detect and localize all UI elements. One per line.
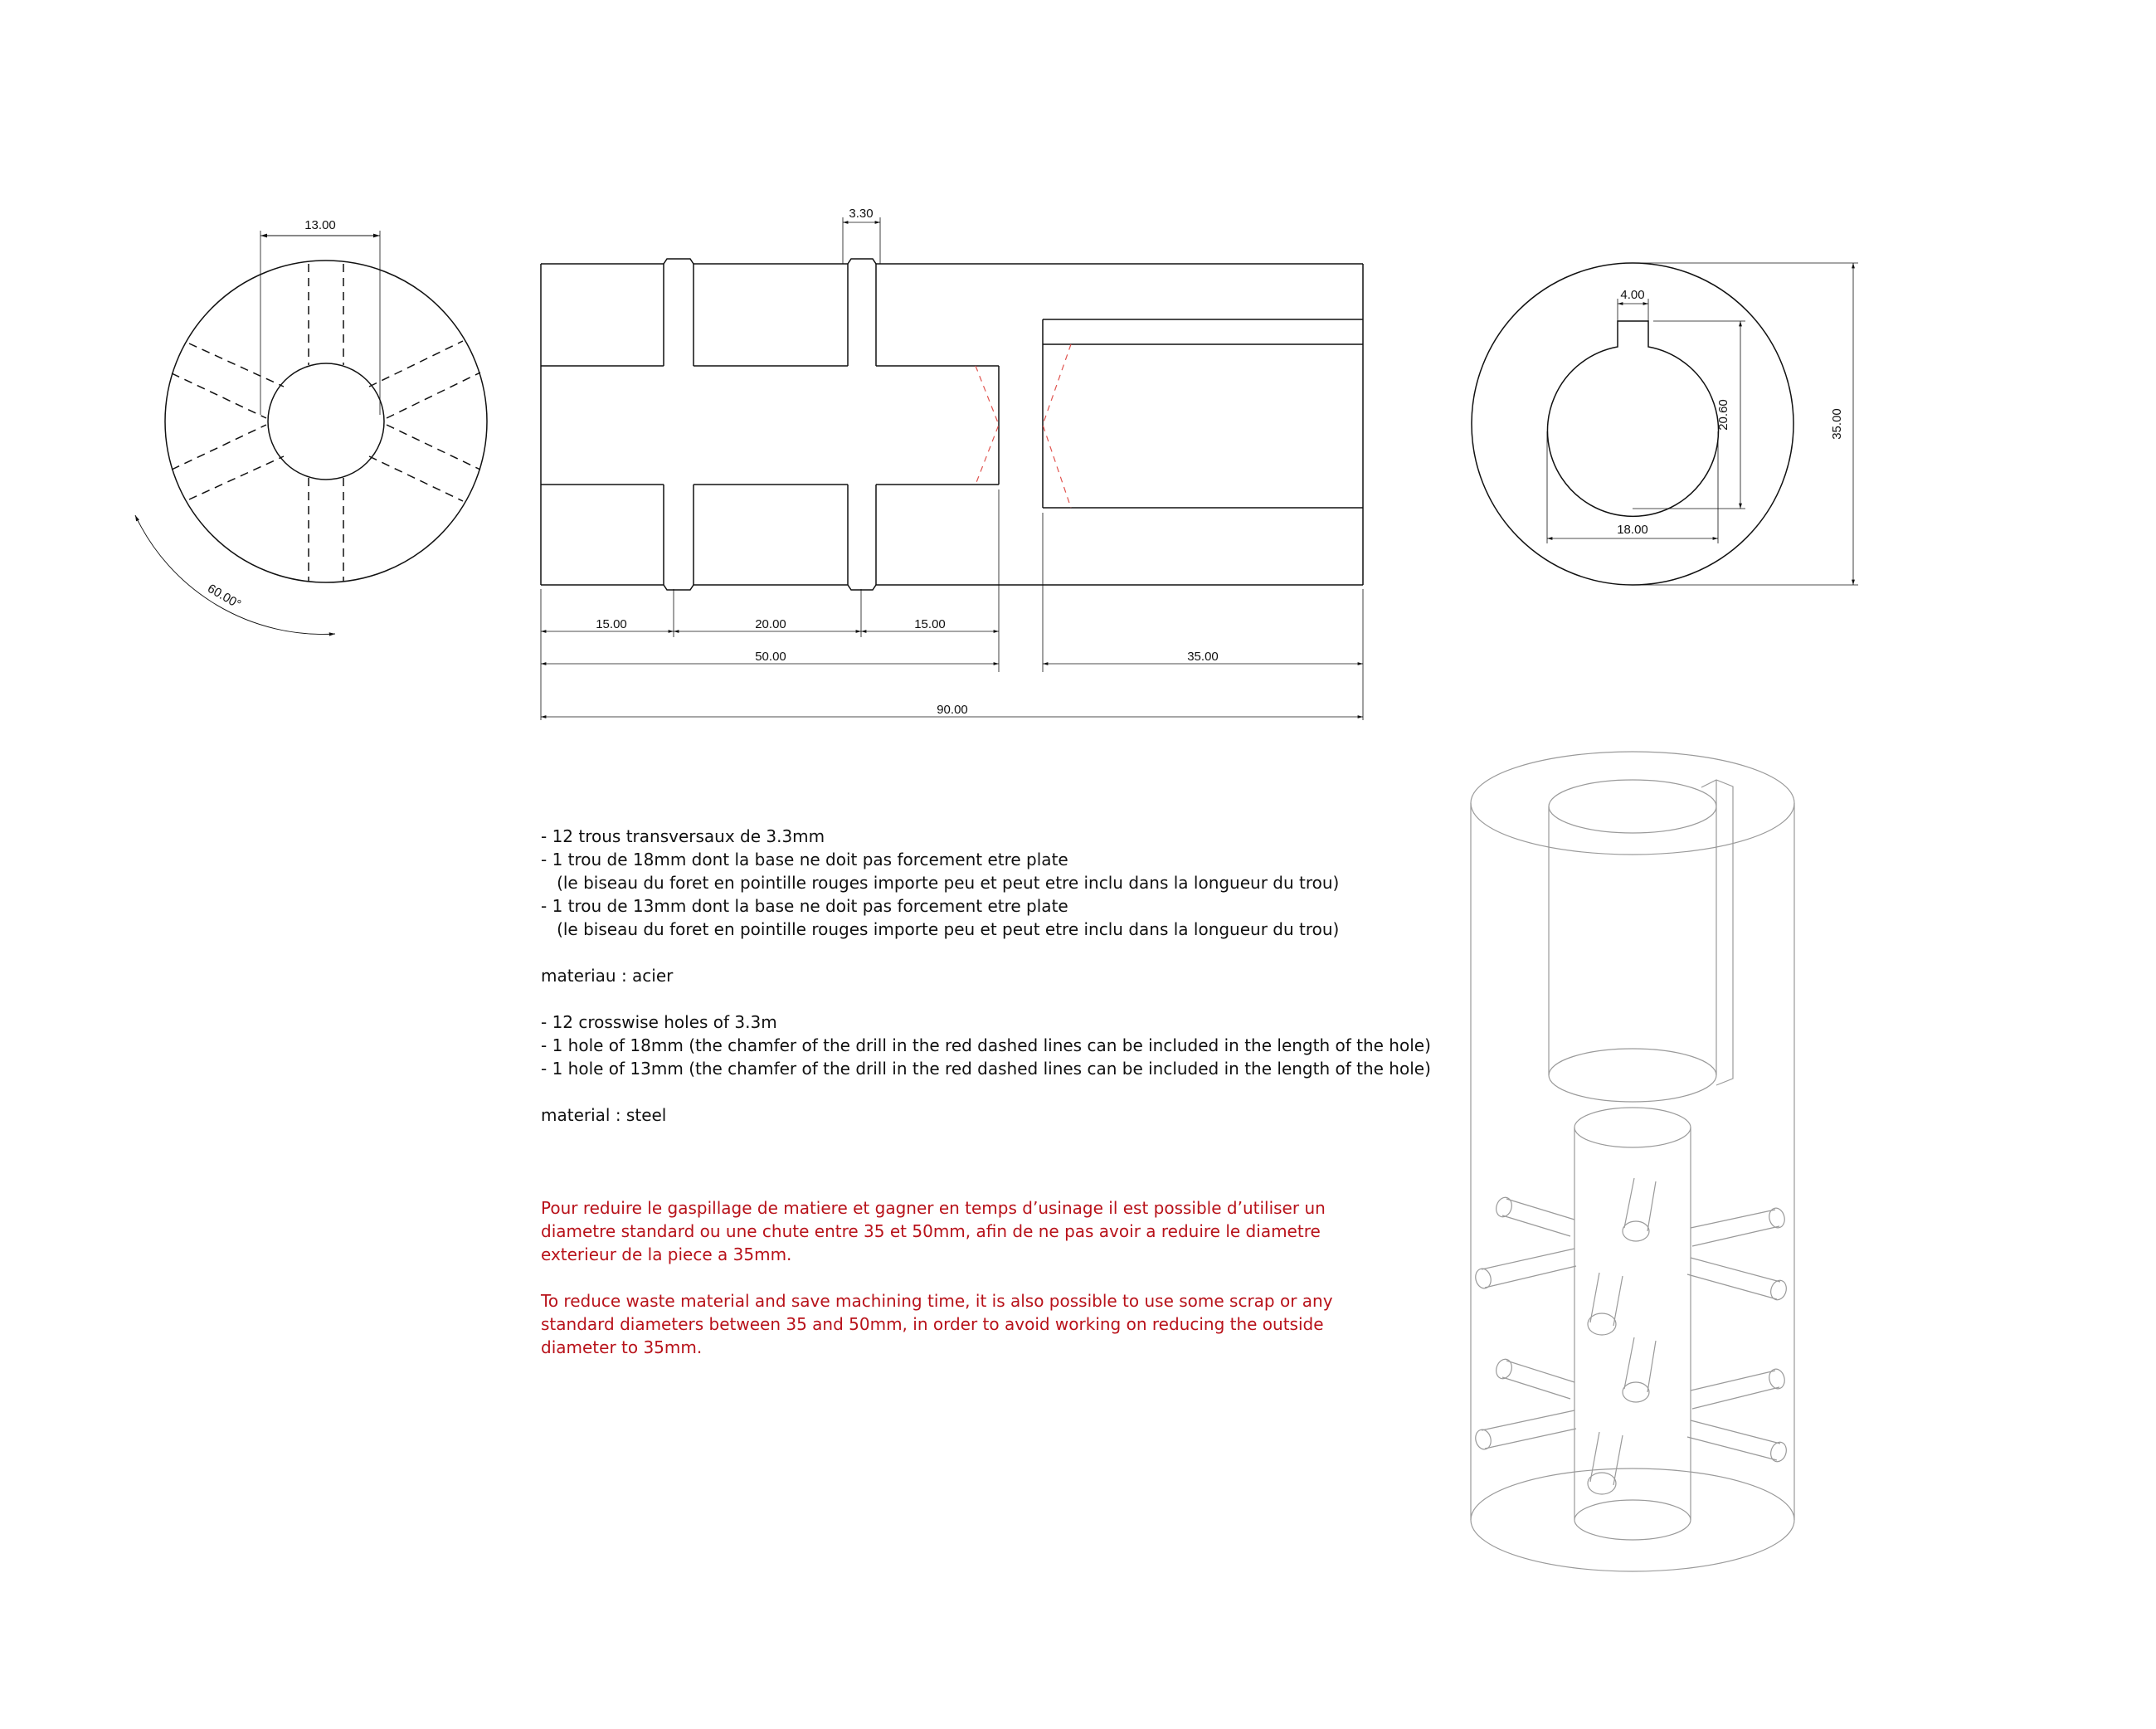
spacer (541, 941, 1453, 964)
fr-note-1: - 12 trous transversaux de 3.3mm (541, 826, 825, 846)
side-section-view (541, 259, 1363, 590)
spacer (541, 1266, 1453, 1289)
spacer (541, 1127, 1453, 1150)
outer-dia-dim: 35.00 (1830, 408, 1844, 440)
keyway-width-dim: 4.00 (1620, 288, 1645, 302)
end-view-outer-circle (165, 261, 487, 582)
en-note-3: - 1 hole of 13mm (the chamfer of the drill in the red dashed lines can be included in the length of the hole) (541, 1059, 1431, 1079)
iso-top-outer (1471, 752, 1794, 855)
spacer (541, 1173, 1453, 1196)
notes-block (541, 825, 1453, 1359)
end-view-hole-dim: 13.00 (304, 218, 336, 232)
en-note-1: - 12 crosswise holes of 3.3m (541, 1012, 777, 1032)
side-outline-top (541, 259, 1363, 264)
keyed-bore (1547, 321, 1718, 516)
seg-c-dim: 15.00 (914, 617, 946, 631)
fr-material: materiau : acier (541, 966, 674, 986)
end-view-inner-circle (268, 363, 384, 480)
fr-note-4: - 1 trou de 13mm dont la base ne doit pas forcement etre plate (541, 896, 1068, 916)
en-note-2: - 1 hole of 18mm (the chamfer of the drill in the red dashed lines can be included in the length of the hole) (541, 1035, 1431, 1055)
fr-red-note: Pour reduire le gaspillage de matiere et gagner en temps d’usinage il est possible d’utiliser un diametre standard ou une chute entre 35 et 50mm, afin de ne pas avoir a reduire le diametre exterieur de la piece a 35mm. (541, 1198, 1326, 1264)
keyway-depth-dim: 20.60 (1716, 399, 1730, 431)
iso-cross-holes (1473, 1178, 1789, 1494)
total-length-dim: 90.00 (937, 703, 968, 717)
seg-a-dim: 15.00 (596, 617, 627, 631)
side-outline-bottom (541, 585, 1363, 590)
right-dimensions (1547, 263, 1858, 585)
en-red-note: To reduce waste material and save machining time, it is also possible to use some scrap or any standard diameters between 35 and 50mm, in order to avoid working on reducing the outside diameter to 35mm. (541, 1291, 1333, 1357)
slot-width-dim: 3.30 (849, 207, 874, 221)
drill-chamfer-lines (976, 344, 1071, 508)
fr-note-5: (le biseau du foret en pointille rouges importe peu et peut etre inclu dans la longueur du trou) (541, 919, 1340, 939)
bore-18-length-dim: 35.00 (1187, 650, 1219, 664)
iso-bottom-outer (1471, 1468, 1794, 1571)
iso-top-bore (1549, 780, 1716, 833)
end-view-hidden-holes (172, 264, 480, 582)
end-view-angle-dim: 60.00° (205, 581, 244, 612)
isometric-view (1471, 752, 1794, 1571)
seg-b-dim: 20.00 (755, 617, 786, 631)
left-end-view (135, 231, 487, 634)
spacer (541, 1080, 1453, 1103)
bore-dia-dim: 18.00 (1617, 523, 1648, 537)
iso-small-bore-top (1574, 1108, 1691, 1147)
en-material: material : steel (541, 1105, 667, 1125)
fr-note-2: - 1 trou de 18mm dont la base ne doit pas forcement etre plate (541, 850, 1068, 869)
spacer (541, 987, 1453, 1011)
spacer (541, 1150, 1453, 1173)
bore-13-length-dim: 50.00 (755, 650, 786, 664)
fr-note-3: (le biseau du foret en pointille rouges importe peu et peut etre inclu dans la longueur du trou) (541, 873, 1340, 893)
